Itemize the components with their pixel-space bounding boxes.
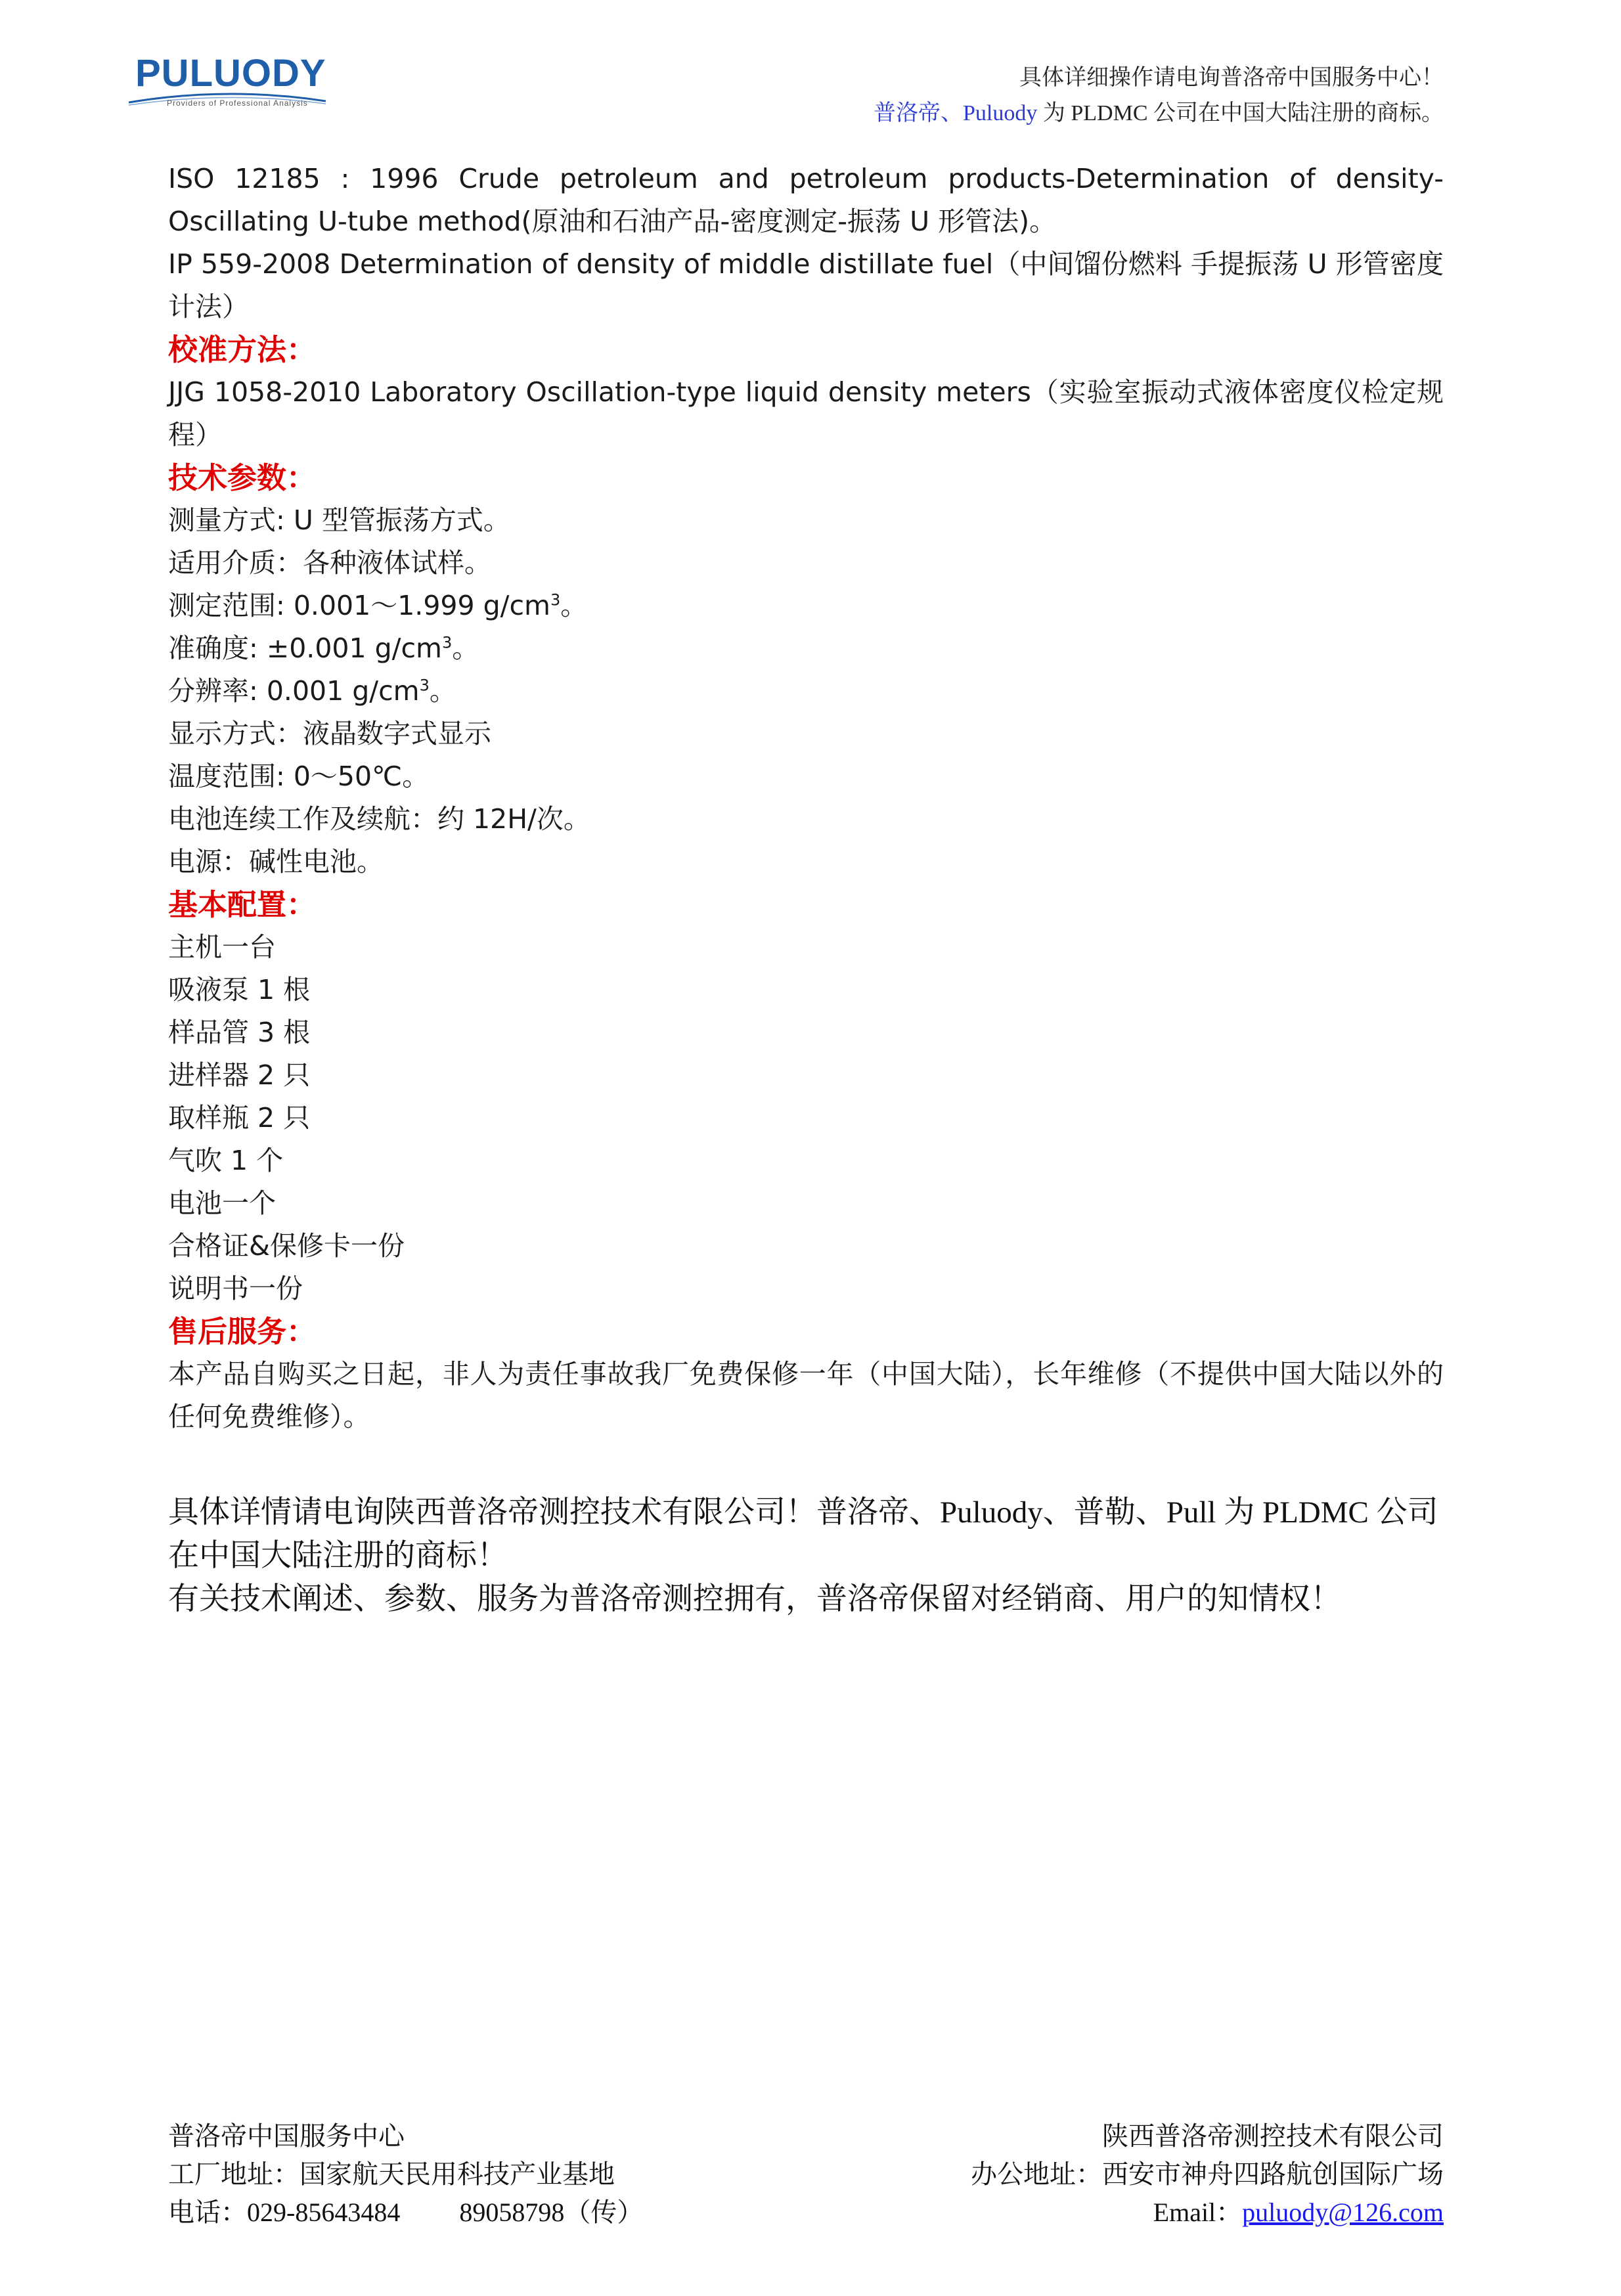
spec-accuracy-value: 准确度: ±0.001 g/cm	[168, 632, 442, 664]
config-item: 主机一台	[168, 931, 276, 963]
config-item: 进样器 2 只	[168, 1059, 311, 1091]
service-heading: 售后服务：	[168, 1314, 317, 1349]
footer-office-address: 办公地址：西安市神舟四路航创国际广场	[971, 2159, 1444, 2189]
superscript: 3	[441, 633, 453, 652]
period: 。	[429, 675, 456, 707]
logo-tagline: Providers of Professional Analysis	[167, 99, 308, 108]
spec-display: 显示方式：液晶数字式显示	[168, 718, 491, 749]
logo-wordmark: PULUODY	[135, 52, 326, 95]
footer-phone	[168, 2194, 643, 2232]
standard-ip: IP 559-2008 Determination of density of middle distillate fuel（中间馏份燃料 手提振荡 U 形管密度计法）	[168, 248, 1444, 322]
standard-iso: ISO 12185 : 1996 Crude petroleum and petroleum products-Determination of density-Oscillating U-tube method(原油和石油产品-密度测定-振荡 U 形管法)。	[168, 163, 1444, 237]
header-trademark-text: 为 PLDMC 公司在中国大陆注册的商标。	[1037, 101, 1444, 125]
calibration-text: JJG 1058-2010 Laboratory Oscillation-type liquid density meters（实验室振动式液体密度仪检定规程）	[168, 376, 1444, 451]
phone-number: 电话：029-85643484	[168, 2197, 401, 2227]
footer-factory-address: 工厂地址：国家航天民用科技产业基地	[168, 2159, 615, 2189]
superscript: 3	[419, 676, 430, 695]
spec-temperature: 温度范围: 0～50℃。	[168, 761, 430, 792]
footer-service-center: 普洛帝中国服务中心	[168, 2121, 405, 2151]
main-content	[168, 158, 1444, 1438]
notice-line-2: 有关技术阐述、参数、服务为普洛帝测控拥有，普洛帝保留对经销商、用户的知情权！	[168, 1582, 1341, 1616]
spec-resolution-value: 分辨率: 0.001 g/cm	[168, 675, 420, 707]
spec-resolution	[168, 670, 1444, 713]
config-item: 说明书一份	[168, 1273, 303, 1304]
trademark-notice	[168, 1491, 1444, 1621]
config-item: 电池一个	[168, 1187, 276, 1219]
email-label: Email：	[1153, 2197, 1243, 2227]
superscript: 3	[550, 590, 561, 609]
footer-email	[971, 2194, 1444, 2232]
service-text: 本产品自购买之日起，非人为责任事故我厂免费保修一年（中国大陆），长年维修（不提供中国大陆以外的任何免费维修）。	[168, 1358, 1444, 1432]
notice-line-1: 具体详情请电询陕西普洛帝测控技术有限公司！普洛帝、Puluody、普勒、Pull 为 PLDMC 公司在中国大陆注册的商标！	[168, 1495, 1438, 1573]
spec-power: 电源：碱性电池。	[168, 846, 384, 877]
calibration-heading: 校准方法：	[168, 332, 317, 367]
footer-company-name: 陕西普洛帝测控技术有限公司	[1102, 2121, 1444, 2151]
config-item: 合格证&保修卡一份	[168, 1230, 405, 1262]
config-heading: 基本配置：	[168, 887, 317, 922]
header-brand: 普洛帝、Puluody	[874, 101, 1038, 125]
fax-number: 89058798（传）	[459, 2197, 644, 2227]
period: 。	[560, 590, 588, 621]
company-logo	[122, 51, 339, 123]
header-line-1: 具体详细操作请电询普洛帝中国服务中心！	[1019, 66, 1444, 90]
config-item: 吸液泵 1 根	[168, 974, 311, 1005]
spec-accuracy	[168, 627, 1444, 670]
email-link[interactable]: puluody@126.com	[1242, 2197, 1444, 2227]
specs-heading: 技术参数：	[168, 460, 317, 495]
spec-medium: 适用介质：各种液体试样。	[168, 547, 491, 579]
footer-right	[971, 2117, 1444, 2232]
footer-left	[168, 2117, 643, 2232]
spec-range	[168, 585, 1444, 627]
period: 。	[452, 632, 479, 664]
config-item: 取样瓶 2 只	[168, 1102, 311, 1134]
header-line-2	[874, 96, 1444, 131]
spec-measure-mode: 测量方式: U 型管振荡方式。	[168, 504, 510, 536]
config-item: 样品管 3 根	[168, 1017, 311, 1048]
spec-range-value: 测定范围: 0.001～1.999 g/cm	[168, 590, 550, 621]
config-item: 气吹 1 个	[168, 1145, 284, 1176]
spec-battery-life: 电池连续工作及续航：约 12H/次。	[168, 803, 590, 835]
header-notice	[874, 60, 1444, 131]
